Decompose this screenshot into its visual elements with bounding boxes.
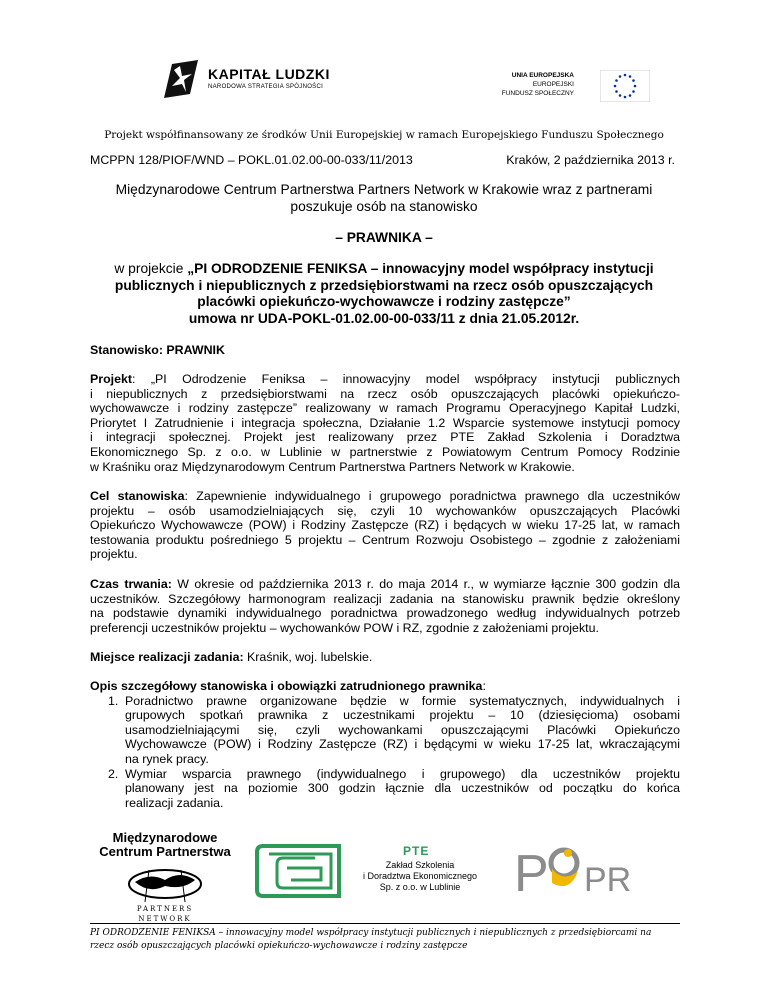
globe-icon bbox=[125, 864, 205, 904]
position-title: – PRAWNIKA – bbox=[335, 230, 433, 245]
footer-rule bbox=[90, 923, 680, 924]
item-1-line-3: usamodzielniającymi się, czyli wychowankami opuszczającymi Placówki Opiekuńczo bbox=[125, 722, 680, 737]
cel-line-5: projektu. bbox=[90, 547, 138, 562]
cel-line-4: testowania produktu pośredniego 5 projektu – Centrum Rozwoju Osobistego – zgodnie z założeniami bbox=[90, 532, 680, 547]
project-name-part-1: „PI ODRODZENIE FENIKSA – innowacyjny model współpracy instytucji bbox=[187, 261, 654, 276]
cel-line-1 bbox=[90, 489, 680, 504]
cel-section bbox=[90, 489, 680, 562]
item-1-line-1: Poradnictwo prawne organizowane będzie w formie systematycznych, indywidualnych i bbox=[125, 693, 680, 708]
eu-line-3: FUNDUSZ SPOŁECZNY bbox=[501, 90, 574, 97]
opis-label: Opis szczegółowy stanowiska i obowiązki zatrudnionego prawnika bbox=[90, 679, 483, 693]
projekt-line-6: Ekonomicznego Sp. z o.o. w Lublinie w partnerstwie z Powiatowym Centrum Pomocy Rodzinie bbox=[90, 444, 680, 459]
item-1-line-2: grupowych spotkań prawnika z uczestnikami projektu – 10 (dziesięcioma) osobami bbox=[125, 708, 680, 723]
projekt-line-2: i niepublicznych z przedsiębiorstwami na rzecz osób opuszczających placówki opiekuńczo- bbox=[90, 386, 680, 401]
project-contract: umowa nr UDA-POKL-01.02.00-00-033/11 z dnia 21.05.2012r. bbox=[188, 310, 580, 326]
pte-logo bbox=[255, 842, 495, 902]
project-name-part-3: placówki opiekuńczo-wychowawcze i rodziny zastępcze” bbox=[197, 294, 571, 310]
kapital-ludzki-subtitle: NARODOWA STRATEGIA SPÓJNOŚCI bbox=[208, 84, 324, 90]
projekt-section bbox=[90, 372, 680, 474]
eu-flag-icon bbox=[600, 70, 650, 102]
kapital-ludzki-emblem-icon bbox=[160, 58, 202, 102]
svg-text:P: P bbox=[514, 845, 549, 903]
czas-section bbox=[90, 577, 680, 635]
opis-colon: : bbox=[482, 679, 486, 693]
projekt-line-7: w Kraśniku oraz Międzynarodowym Centrum Partnerstwa Partners Network w Krakowie. bbox=[90, 459, 575, 474]
cel-line-2: projektu – osób usamodzielniających się, czyli 10 wychowanków opuszczających Placówki bbox=[90, 503, 680, 518]
mcp-line-1: Międzynarodowe bbox=[112, 830, 218, 845]
czas-line-1 bbox=[90, 577, 680, 592]
kapital-ludzki-title: KAPITAŁ LUDZKI bbox=[208, 66, 330, 82]
projekt-text-1: : „PI Odrodzenie Feniksa – innowacyjny model współpracy instytucji publicznych bbox=[132, 372, 680, 386]
intro-line-2: poszukuje osób na stanowisko bbox=[290, 199, 478, 214]
czas-line-2: uczestników. Szczegółowy harmonogram realizacji zadania na stanowisku prawnik będzie określony bbox=[90, 591, 680, 606]
intro-line-1: Międzynarodowe Centrum Partnerstwa Partners Network w Krakowie wraz z partnerami bbox=[115, 182, 653, 197]
list-item bbox=[90, 694, 680, 767]
miejsce-text: Kraśnik, woj. lubelskie. bbox=[243, 650, 373, 664]
projekt-line-5: i integracji społecznej. Projekt jest realizowany przez PTE Zakład Szkolenia i Doradztwa bbox=[90, 430, 680, 445]
item-2-line-3: realizacji zadania. bbox=[125, 795, 224, 810]
eu-line-1: UNIA EUROPEJSKA bbox=[511, 72, 574, 79]
project-name-part-2: publicznych i niepublicznych z przedsiębiorstwami na rzecz osób opuszczających bbox=[114, 277, 654, 293]
mcp-line-2: Centrum Partnerstwa bbox=[99, 844, 231, 859]
pte-emblem-icon bbox=[255, 842, 345, 900]
project-contract-line bbox=[60, 311, 708, 328]
list-item bbox=[90, 767, 680, 811]
czas-line-4: preferencji uczestników projektu – wychowanków POW i RZ, zgodnie z założeniami projektu. bbox=[90, 620, 599, 635]
eu-line-2: EUROPEJSKI bbox=[532, 81, 574, 88]
projekt-line-4: Priorytet I Zatrudnienie i integracja społeczna, Działanie 1.2 Wsparcie systemowe instytucji pomocy bbox=[90, 415, 680, 430]
footer-line-2: rzecz osób opuszczających placówki opiekuńczo-wychowawcze i rodziny zastępcze bbox=[90, 940, 468, 951]
opis-section bbox=[90, 679, 680, 810]
list-item-number: 2. bbox=[108, 766, 119, 781]
project-name-line-1 bbox=[60, 261, 708, 278]
eu-logo bbox=[501, 70, 650, 104]
czas-line-3: na podstawie dynamiki indywidualnego poradnictwa prowadzonego według indywidualnych potrzeb bbox=[90, 606, 680, 621]
mcp-network: NETWORK bbox=[138, 915, 192, 923]
item-1-line-5: na rynek pracy. bbox=[125, 751, 209, 766]
projekt-line-1 bbox=[90, 372, 680, 387]
document-date: Kraków, 2 października 2013 r. bbox=[506, 153, 675, 167]
mcp-partners: PARTNERS bbox=[136, 905, 194, 913]
projekt-label: Projekt bbox=[90, 372, 133, 386]
kapital-ludzki-logo bbox=[160, 56, 350, 106]
mcp-partners-network-logo bbox=[95, 830, 235, 930]
pte-title: PTE bbox=[403, 844, 430, 858]
projekt-line-3: wychowawcze i rodziny zastępcze” realizowany w ramach Programu Operacyjnego Kapitał Ludzki, bbox=[90, 401, 680, 416]
list-item-number: 1. bbox=[108, 693, 119, 708]
czas-label: Czas trwania: bbox=[90, 577, 172, 591]
pte-line-3: Sp. z o.o. w Lublinie bbox=[379, 882, 461, 892]
pcpr-logo bbox=[512, 835, 647, 905]
project-name bbox=[60, 261, 708, 327]
pte-line-2: i Doradztwa Ekonomicznego bbox=[362, 871, 478, 881]
cel-label: Cel stanowiska bbox=[90, 489, 185, 503]
item-2-line-2: planowany jest na poziomie 300 godzin łącznie dla uczestników od początku do końca bbox=[125, 781, 680, 796]
svg-text:PR: PR bbox=[584, 861, 632, 899]
miejsce-section bbox=[90, 650, 680, 665]
project-name-line-3 bbox=[60, 294, 708, 311]
stanowisko-heading: Stanowisko: PRAWNIK bbox=[90, 343, 225, 357]
cofinance-note: Projekt współfinansowany ze środków Unii Europejskiej w ramach Europejskiego Funduszu Społecznego bbox=[104, 129, 664, 141]
opis-heading bbox=[90, 679, 680, 694]
pte-line-1: Zakład Szkolenia bbox=[385, 860, 455, 870]
footer-text bbox=[90, 927, 690, 952]
pcpr-emblem-icon bbox=[512, 835, 647, 905]
footer-line-1: PI ODRODZENIE FENIKSA – innowacyjny model współpracy instytucji publicznych i niepublicznych z przedsiębiorcami na bbox=[90, 928, 652, 938]
project-name-line-2 bbox=[60, 278, 708, 295]
item-1-line-4: Wychowawcze (POW) i Rodziny Zastępcze (RZ) i będącymi w wieku 17-25 lat, wkraczającymi bbox=[125, 737, 680, 752]
cel-text-1: : Zapewnienie indywidualnego i grupowego poradnictwa prawnego dla uczestników bbox=[184, 489, 680, 503]
project-prefix: w projekcie bbox=[114, 261, 188, 276]
reference-number: MCPPN 128/PIOF/WND – POKL.01.02.00-00-033/11/2013 bbox=[90, 153, 413, 167]
item-2-line-1: Wymiar wsparcia prawnego (indywidualnego i grupowego) dla uczestników projektu bbox=[125, 766, 680, 781]
czas-text-1: W okresie od października 2013 r. do maja 2014 r., w wymiarze łącznie 300 godzin dla bbox=[171, 577, 681, 591]
cel-line-3: Opiekuńczo Wychowawcze (POW) i Rodziny Zastępcze (RZ) i będących w wieku 17-25 lat, w ramach bbox=[90, 518, 680, 533]
miejsce-label: Miejsce realizacji zadania: bbox=[90, 650, 244, 664]
